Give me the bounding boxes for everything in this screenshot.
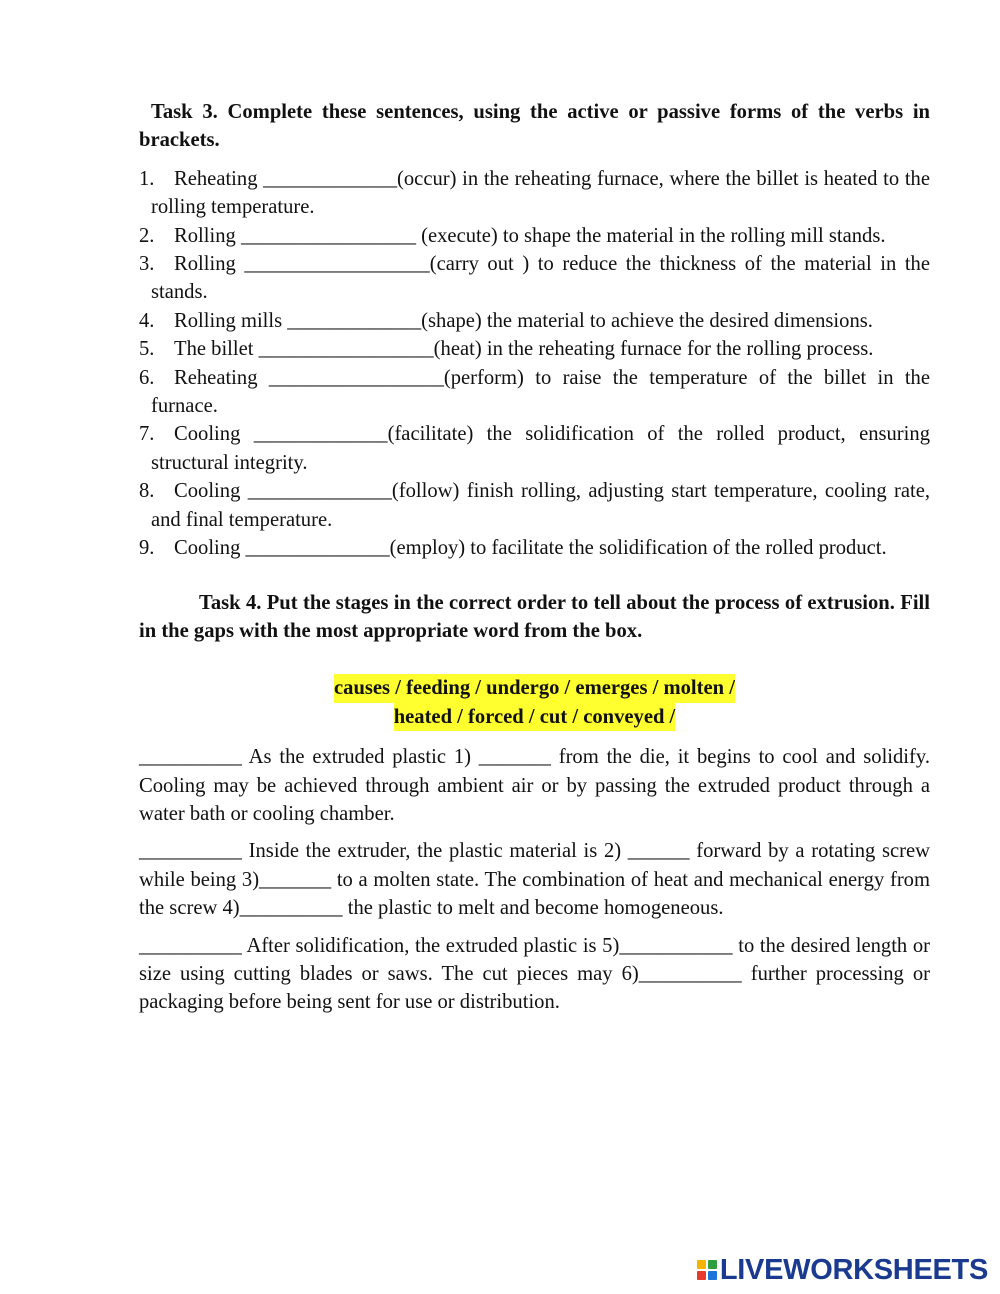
item-number: 2. bbox=[139, 224, 155, 247]
item-number: 6. bbox=[139, 366, 155, 389]
item-text: Rolling mills _____________(shape) the material to achieve the desired dimensions. bbox=[174, 309, 873, 332]
list-item bbox=[139, 165, 930, 222]
list-item bbox=[139, 222, 930, 250]
item-number: 9. bbox=[139, 537, 155, 560]
logo-text: LIVEWORKSHEETS bbox=[719, 1253, 988, 1286]
task3-heading: Task 3. Complete these sentences, using the active or passive forms of the verbs in brackets. bbox=[139, 101, 930, 152]
item-text: Reheating _____________(occur) in the reheating furnace, where the billet is heated to the rolling temperature. bbox=[151, 167, 930, 219]
list-item bbox=[139, 335, 930, 363]
extrusion-stage-paragraph: __________ Inside the extruder, the plastic material is 2) ______ forward by a rotating screw while being 3)_______ to a molten state. The combination of heat and mechanical energy from the screw 4)__________ the plastic to melt and become homogeneous. bbox=[139, 840, 930, 920]
word-box-line-1: causes / feeding / undergo / emerges / molten / bbox=[334, 674, 735, 702]
item-number: 5. bbox=[139, 338, 155, 361]
logo-square bbox=[708, 1271, 717, 1280]
item-text: Cooling _____________(facilitate) the solidification of the rolled product, ensuring structural integrity. bbox=[151, 423, 930, 474]
list-item bbox=[139, 250, 930, 307]
logo-square bbox=[708, 1260, 717, 1269]
item-number: 8. bbox=[139, 480, 155, 503]
item-text: Reheating _________________(perform) to raise the temperature of the billet in the furnace. bbox=[151, 366, 930, 418]
task3-sentence-list bbox=[139, 165, 930, 563]
list-item bbox=[139, 420, 930, 477]
item-number: 7. bbox=[139, 423, 155, 446]
extrusion-stage-paragraph: __________ As the extruded plastic 1) _______ from the die, it begins to cool and solidify. Cooling may be achieved through ambient air or by passing the extruded product through a water bath or cooling chamber. bbox=[139, 746, 930, 825]
item-number: 1. bbox=[139, 167, 155, 190]
extrusion-stage-paragraph: __________ After solidification, the extruded plastic is 5)___________ to the desired length or size using cutting blades or saws. The cut pieces may 6)__________ further processing or packaging before being sent for use or distribution. bbox=[139, 934, 930, 1014]
word-box bbox=[139, 674, 930, 731]
list-item bbox=[139, 307, 930, 335]
item-text: Rolling _________________ (execute) to shape the material in the rolling mill stands. bbox=[174, 224, 886, 247]
item-text: Rolling __________________(carry out ) to reduce the thickness of the material in the stands. bbox=[151, 253, 930, 304]
item-text: The billet _________________(heat) in the reheating furnace for the rolling process. bbox=[174, 338, 874, 361]
item-number: 3. bbox=[139, 253, 155, 276]
worksheet-document bbox=[139, 98, 930, 1017]
item-text: Cooling ______________(follow) finish rolling, adjusting start temperature, cooling rate, and final temperature. bbox=[151, 480, 930, 531]
item-text: Cooling ______________(employ) to facilitate the solidification of the rolled product. bbox=[174, 537, 887, 560]
list-item bbox=[139, 477, 930, 534]
logo-square bbox=[697, 1260, 706, 1269]
liveworksheets-logo-icon bbox=[697, 1260, 717, 1280]
liveworksheets-logo[interactable] bbox=[697, 1252, 988, 1288]
list-item bbox=[139, 534, 930, 562]
word-box-line-2: heated / forced / cut / conveyed / bbox=[394, 703, 676, 731]
logo-square bbox=[697, 1271, 706, 1280]
list-item bbox=[139, 364, 930, 421]
item-number: 4. bbox=[139, 309, 155, 332]
task4-heading: Task 4. Put the stages in the correct order to tell about the process of extrusion. Fill in the gaps with the most appropriate word from the box. bbox=[139, 591, 930, 642]
